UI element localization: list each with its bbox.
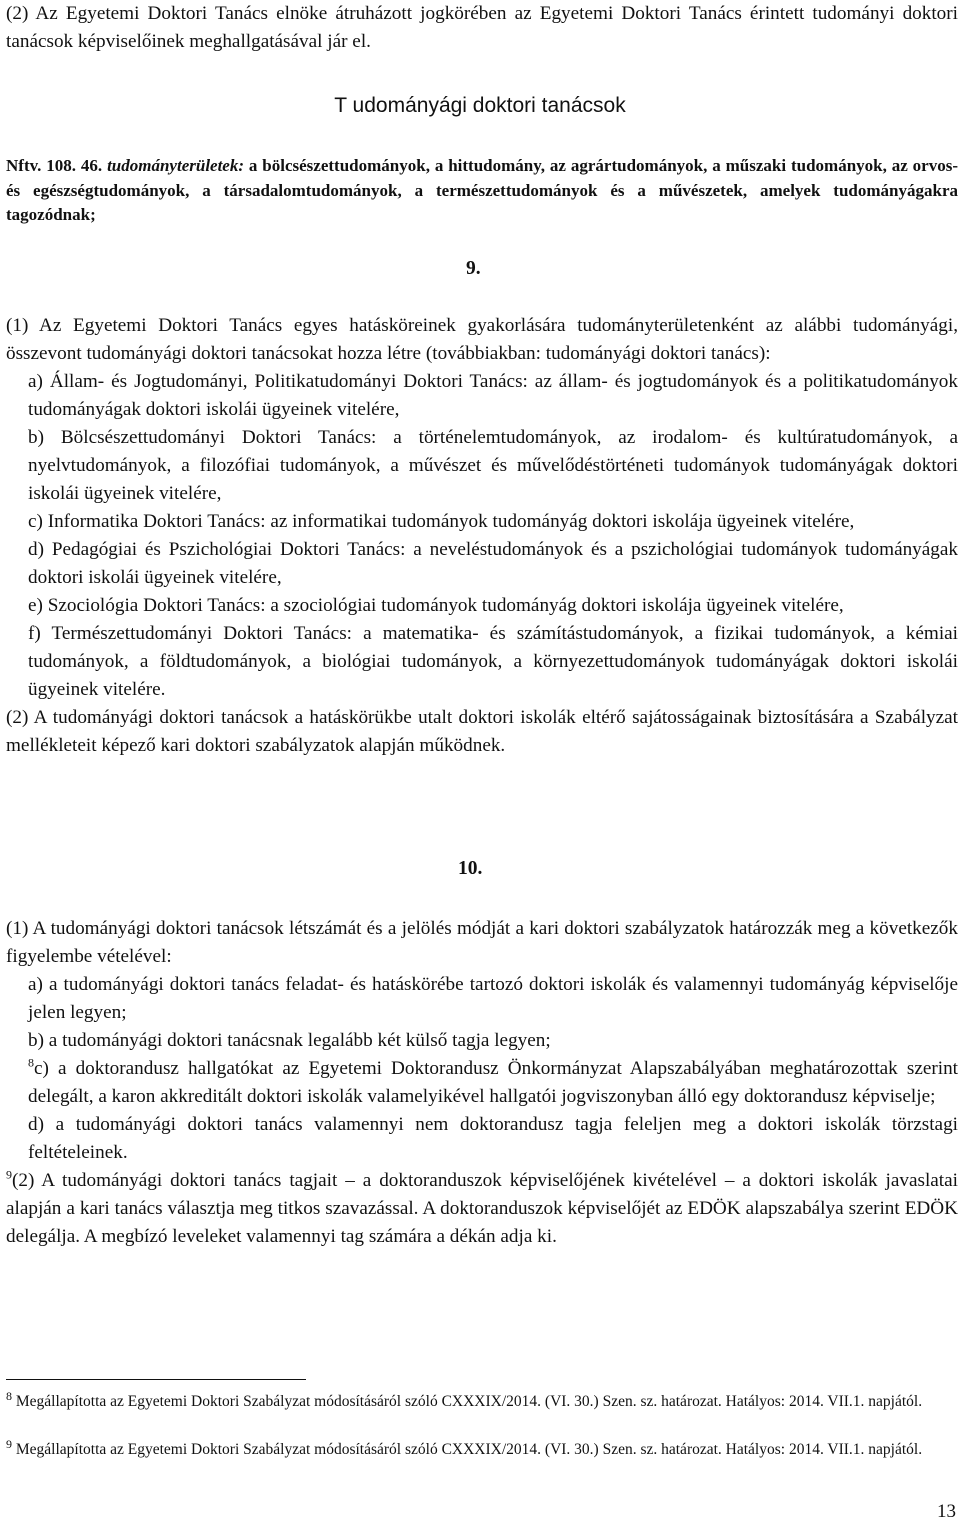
paragraph-9-body <box>6 312 958 760</box>
footnote-ref-9[interactable]: 9 <box>6 1167 12 1182</box>
nftv-quote <box>6 154 958 228</box>
nftv-text: a bölcsészettudományok, a hittudomány, az agrártudományok, a műszaki tudományok, az orvos- és egészségtudományok, a társadalomtudományok, a természettudományok és a művészetek, amelyek tudományágakra tagozódnak; <box>6 156 958 224</box>
top-paragraph: (2) Az Egyetemi Doktori Tanács elnöke átruházott jogkörében az Egyetemi Doktori Tanács érintett tudományi doktori tanácsok képviselőinek meghallgatásával jár el. <box>6 3 958 52</box>
paragraph-10-item-a: a) a tudományági doktori tanács feladat- és hatáskörébe tartozó doktori iskolák és valamennyi tudományág képviselője jelen legyen; <box>28 974 958 1023</box>
footnote-9 <box>6 1436 952 1460</box>
footnote-separator <box>6 1379 306 1380</box>
paragraph-9-item-b: b) Bölcsészettudományi Doktori Tanács: a történelemtudományok, az irodalom- és kultúratudományok, a nyelvtudományok, a filozófiai tudományok, a művészet és művelődéstörténeti tudományok tudományágak doktori iskolái ügyeinek vitelére, <box>28 427 958 504</box>
paragraph-10-p2-text: (2) A tudományági doktori tanács tagjait – a doktoranduszok képviselőjének kivételével – a doktori iskolák javaslatai alapján a kari tanács választja meg titkos szavazással. A doktoranduszok képviselőjét az EDÖK alapszabálya szerint EDÖK delegálja. A megbízó leveleket valamennyi tag számára a dékán adja ki. <box>6 1170 958 1247</box>
paragraph-9-item-a: a) Állam- és Jogtudományi, Politikatudományi Doktori Tanács: az állam- és jogtudományok és a politikatudományok tudományágak doktori iskolái ügyeinek vitelére, <box>28 371 958 420</box>
nftv-term: tudományterületek: <box>107 156 245 175</box>
paragraph-10-number: 10. <box>458 858 483 879</box>
footnote-9-text: Megállapította az Egyetemi Doktori Szabályzat módosításáról szóló CXXXIX/2014. (VI. 30.) Szen. sz. határozat. Hatályos: 2014. VII.1. napjától. <box>12 1441 923 1458</box>
section-title: T udományági doktori tanácsok <box>334 94 626 117</box>
paragraph-9-p2: (2) A tudományági doktori tanácsok a hatáskörükbe utalt doktori iskolák eltérő sajátosságainak biztosítására a Szabályzat mellékleteit képező kari doktori szabályzatok alapján működnek. <box>6 707 958 756</box>
nftv-prefix: Nftv. 108. 46. <box>6 156 108 175</box>
footnote-8 <box>6 1388 952 1412</box>
paragraph-10-item-c-text: c) a doktorandusz hallgatókat az Egyetemi Doktorandusz Önkormányzat Alapszabályában meghatározottak szerint delegált, a karon akkreditált doktori iskolák valamelyikével hallgatói jogviszonyban álló egy doktorandusz képviselje; <box>28 1058 958 1107</box>
paragraph-10-intro: (1) A tudományági doktori tanácsok létszámát és a jelölés módját a kari doktori szabályzatok határozzák meg a következők figyelembe vételével: <box>6 918 958 967</box>
paragraph-9-item-d: d) Pedagógiai és Pszichológiai Doktori Tanács: a neveléstudományok és a pszichológiai tudományok tudományágak doktori iskolái ügyeinek vitelére, <box>28 539 958 588</box>
paragraph-9-intro: (1) Az Egyetemi Doktori Tanács egyes hatásköreinek gyakorlására tudományterületenként az alábbi tudományági, összevont tudományági doktori tanácsokat hozza létre (továbbiakban: tudományági doktori tanács): <box>6 315 958 364</box>
paragraph-10-item-c <box>6 1055 958 1111</box>
footnote-ref-8[interactable]: 8 <box>28 1055 34 1070</box>
paragraph-10-item-d: d) a tudományági doktori tanács valamennyi nem doktorandusz tagja feleljen meg a doktori iskolák törzstagi feltételeinek. <box>28 1114 958 1163</box>
paragraph-10-body <box>6 915 958 1251</box>
page-number: 13 <box>937 1501 956 1522</box>
paragraph-9-item-f: f) Természettudományi Doktori Tanács: a matematika- és számítástudományok, a fizikai tudományok, a kémiai tudományok, a földtudományok, a biológiai tudományok, a környezettudományok tudományágak doktori iskolái ügyeinek vitelére. <box>28 623 958 700</box>
footnote-8-text: Megállapította az Egyetemi Doktori Szabályzat módosításáról szóló CXXXIX/2014. (VI. 30.) Szen. sz. határozat. Hatályos: 2014. VII.1. napjától. <box>12 1393 923 1410</box>
footnote-9-number: 9 <box>6 1436 12 1451</box>
paragraph-9-item-c: c) Informatika Doktori Tanács: az informatikai tudományok tudományág doktori iskolája ügyeinek vitelére, <box>28 511 855 532</box>
paragraph-9-number: 9. <box>466 258 481 279</box>
footnote-8-number: 8 <box>6 1388 12 1403</box>
paragraph-9-item-e: e) Szociológia Doktori Tanács: a szociológiai tudományok tudományág doktori iskolája ügyeinek vitelére, <box>28 595 844 616</box>
paragraph-10-item-b: b) a tudományági doktori tanácsnak legalább két külső tagja legyen; <box>28 1030 551 1051</box>
paragraph-10-p2 <box>6 1167 958 1251</box>
